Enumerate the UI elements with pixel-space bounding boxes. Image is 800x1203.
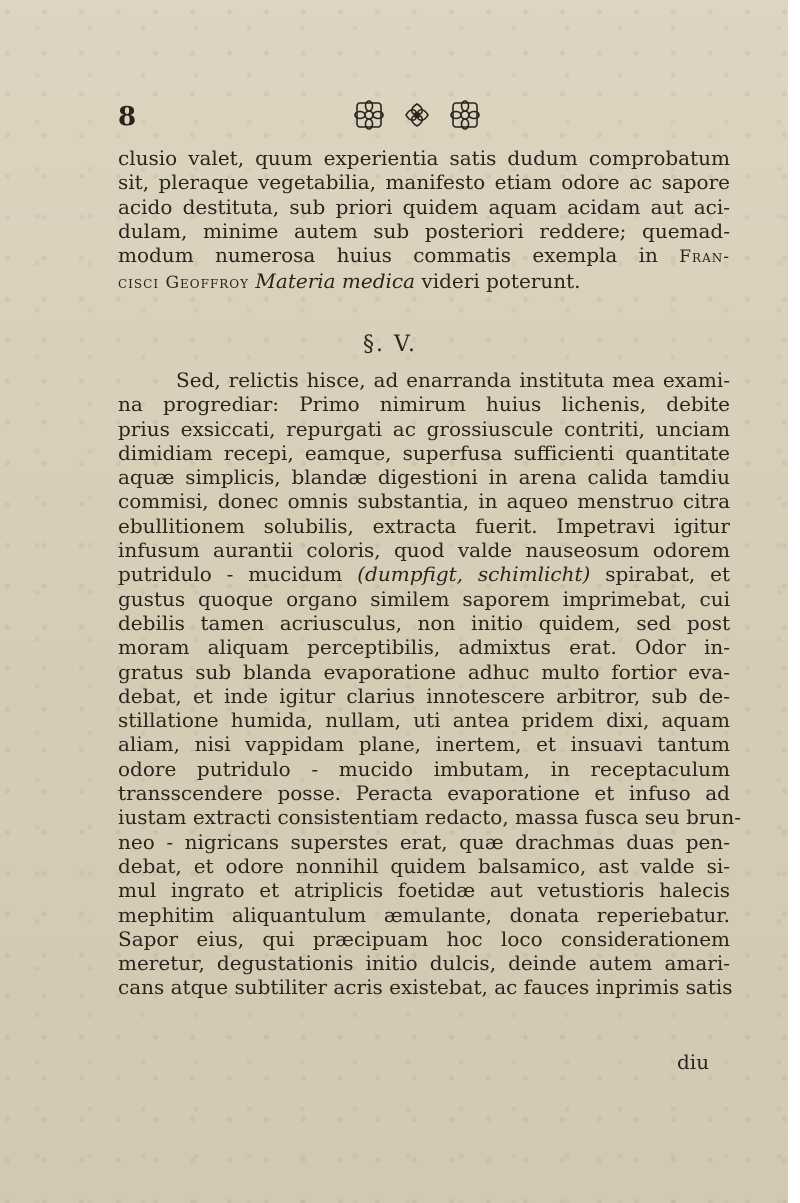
text-line: aliam, nisi vappidam plane, inertem, et insuavi tantum — [118, 732, 730, 757]
text-line: Sapor eius, qui præcipuam hoc loco considerationem — [118, 926, 730, 951]
flower-ornament-icon — [450, 100, 480, 130]
text-line: debilis tamen acriusculus, non initio quidem, sed post — [118, 610, 730, 635]
page-edge — [788, 0, 800, 1203]
catchword: diu — [677, 1050, 710, 1074]
page-header — [118, 100, 728, 136]
flower-ornament-icon — [354, 100, 384, 130]
author-surname: Geoffroy — [165, 273, 250, 294]
text-line: gustus quoque organo similem saporem imprimebat, cui — [118, 586, 730, 611]
author-name: cisci — [118, 273, 160, 294]
text-line: ebullitionem solubilis, extracta fuerit. Impetravi igitur — [118, 513, 730, 538]
text-line: putridulo - mucidum (dumpfigt, schimlicht) spirabat, et — [118, 562, 731, 587]
text-line: debat, et inde igitur clarius innotescere arbitror, sub de- — [118, 683, 730, 708]
text-line: stillatione humida, nullam, uti antea pridem dixi, aquam — [118, 708, 730, 733]
text-line: modum numerosa huius commatis exempla in Fran- — [118, 243, 730, 268]
text-line: dimidiam recepi, eamque, superfusa sufficienti quantitate — [118, 440, 730, 465]
text-line: mul ingrato et atriplicis foetidæ aut vetustioris halecis — [118, 878, 730, 903]
text-line: clusio valet, quum experientia satis dudum comprobatum — [118, 146, 730, 170]
text-line: prius exsiccati, repurgati ac grossiuscule contriti, unciam — [118, 416, 730, 441]
text-line: odore putridulo - mucido imbutam, in receptaculum — [118, 756, 730, 781]
text-line: dulam, minime autem sub posteriori reddere; quemad- — [118, 218, 730, 243]
text-line: mephitim aliquantulum æmulante, donata reperiebatur. — [118, 902, 730, 927]
text-line: acido destituta, sub priori quidem aquam acidam aut aci- — [118, 194, 730, 219]
text-line: Sed, relictis hisce, ad enarranda instituta mea exami- — [176, 368, 730, 392]
text-line: transscendere posse. Peracta evaporatione et infuso ad — [118, 781, 730, 806]
header-ornaments — [354, 100, 480, 130]
text-line: moram aliquam perceptibilis, admixtus erat. Odor in- — [118, 635, 730, 660]
text-line: cans atque subtiliter acris existebat, ac fauces inprimis satis — [118, 975, 733, 1000]
text-line: debat, et odore nonnihil quidem balsamico, ast valde si- — [118, 853, 730, 878]
text-line: commisi, donec omnis substantia, in aqueo menstruo citra — [118, 489, 730, 514]
section-heading: §. V. — [362, 332, 418, 357]
text-line: iustam extracti consistentiam redacto, massa fusca seu brun- — [118, 805, 741, 830]
paragraph-2 — [118, 368, 741, 1000]
text-line: aquæ simplicis, blandæ digestioni in arena calida tamdiu — [118, 465, 730, 490]
author-name: Fran- — [679, 247, 730, 268]
text-line: gratus sub blanda evaporatione adhuc multo fortior eva- — [118, 659, 730, 684]
book-title: Materia medica — [255, 269, 416, 294]
paragraph-1 — [118, 146, 730, 296]
text-line: neo - nigricans superstes erat, quæ drachmas duas pen- — [118, 829, 730, 854]
text-line: na progrediar: Primo nimirum huius lichenis, debite — [118, 392, 730, 417]
flower-ornament-icon — [402, 100, 432, 130]
text-line: infusum aurantii coloris, quod valde nauseosum odorem — [118, 538, 730, 563]
german-gloss: (dumpfigt, schimlicht) — [357, 562, 591, 587]
text-line: cisci Geoffroy Materia medica videri poterunt. — [118, 269, 581, 294]
text-line: sit, pleraque vegetabilia, manifesto etiam odore ac sapore — [118, 170, 730, 195]
text-line: meretur, degustationis initio dulcis, deinde autem amari- — [118, 951, 730, 976]
page-number: 8 — [118, 102, 137, 132]
